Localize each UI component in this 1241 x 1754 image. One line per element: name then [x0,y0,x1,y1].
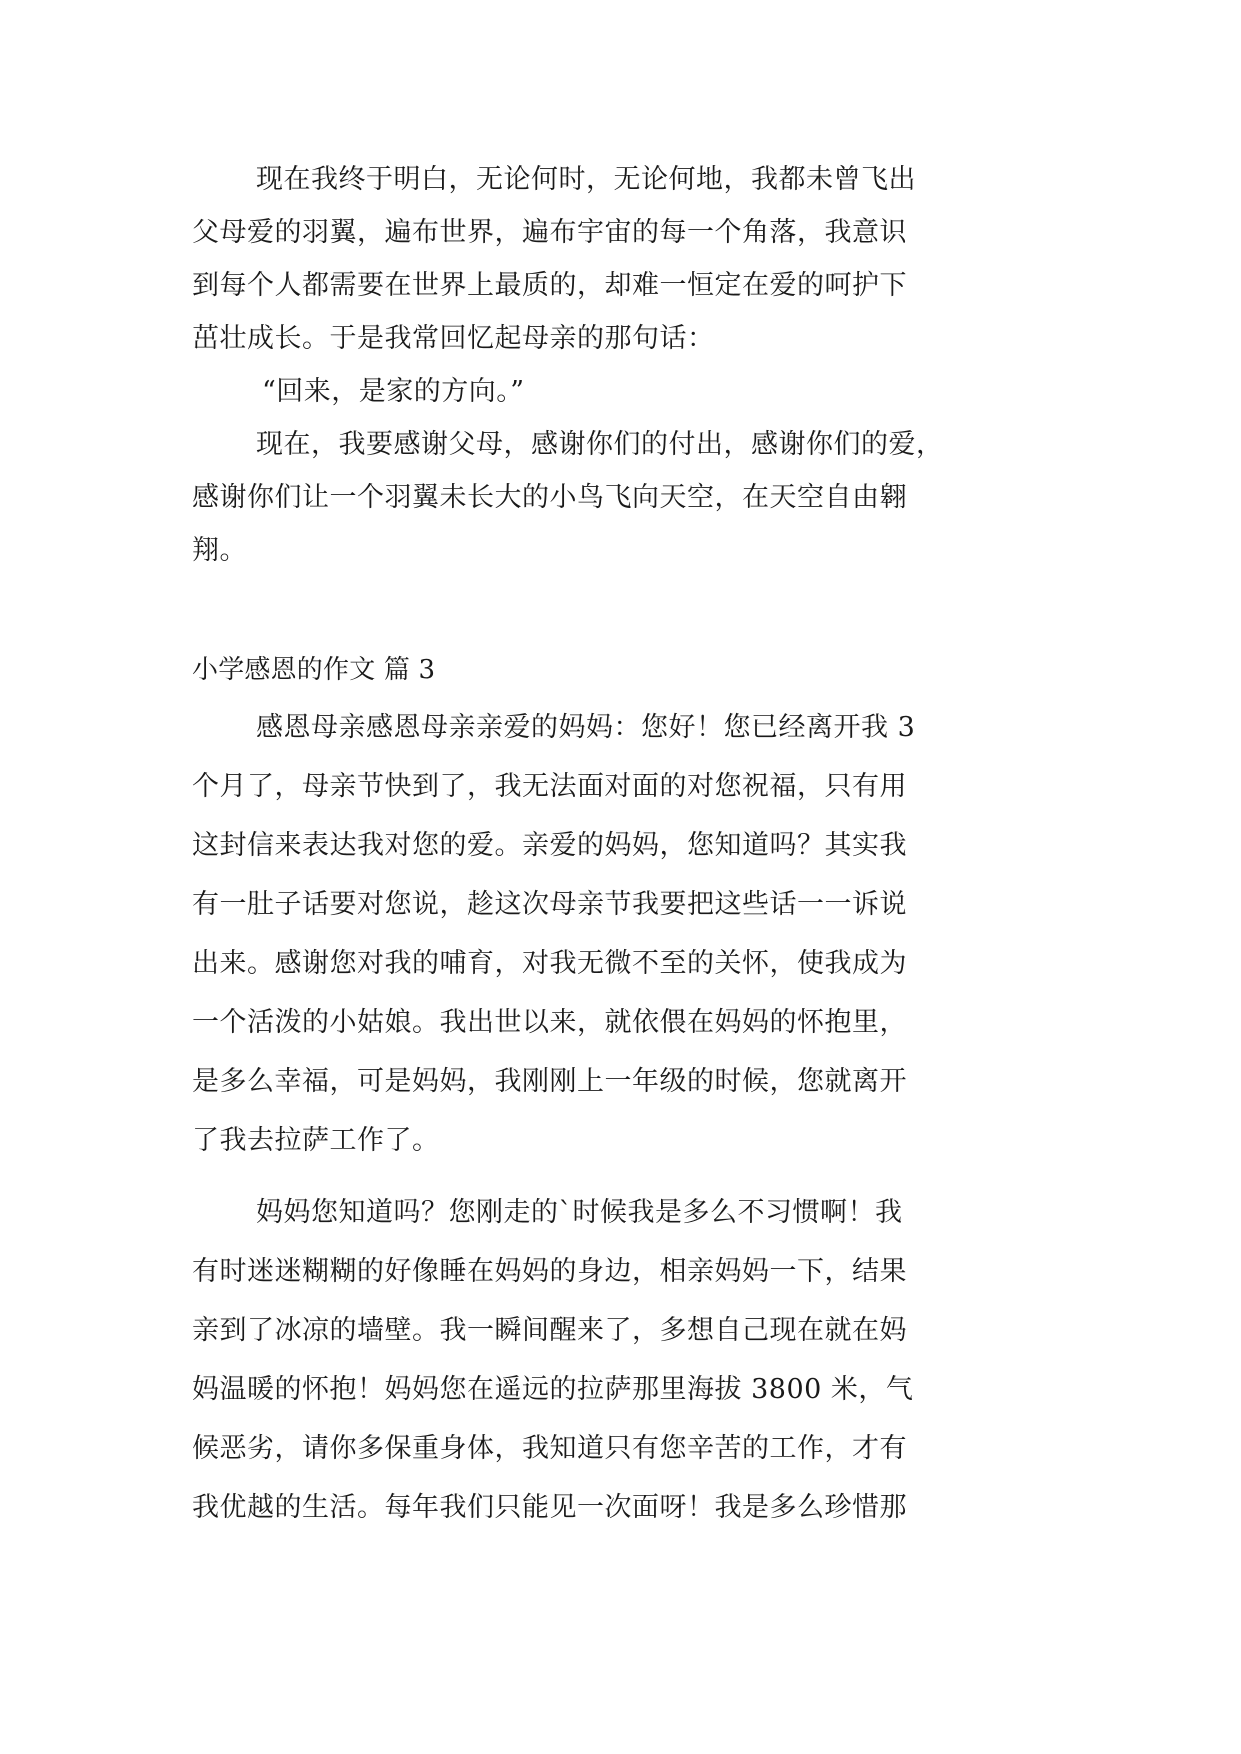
paragraph-line: 亲到了冰凉的墙壁。我一瞬间醒来了，多想自己现在就在妈 [192,1315,907,1346]
paragraph-line: 有时迷迷糊糊的好像睡在妈妈的身边，相亲妈妈一下，结果 [192,1256,907,1287]
quote-line: “回来，是家的方向。” [262,376,525,407]
section-title: 小学感恩的作文 篇 3 [192,655,436,685]
paragraph-line: 一个活泼的小姑娘。我出世以来，就依偎在妈妈的怀抱里， [192,1007,907,1038]
paragraph-line: 我优越的生活。每年我们只能见一次面呀！我是多么珍惜那 [192,1492,907,1523]
paragraph-line: 妈妈您知道吗？您刚走的`时候我是多么不习惯啊！我 [256,1197,903,1228]
paragraph-line: 个月了，母亲节快到了，我无法面对面的对您祝福，只有用 [192,771,907,802]
paragraph-line: 到每个人都需要在世界上最质的，却难一恒定在爱的呵护下 [192,270,907,301]
paragraph-line: 现在，我要感谢父母，感谢你们的付出，感谢你们的爱， [256,429,944,460]
paragraph-line: 感恩母亲感恩母亲亲爱的妈妈：您好！您已经离开我 3 [256,712,916,743]
paragraph-line: 有一肚子话要对您说，趁这次母亲节我要把这些话一一诉说 [192,889,907,920]
paragraph-line: 感谢你们让一个羽翼未长大的小鸟飞向天空，在天空自由翱 [192,482,907,513]
paragraph-line: 父母爱的羽翼，遍布世界，遍布宇宙的每一个角落，我意识 [192,217,907,248]
paragraph-line: 现在我终于明白，无论何时，无论何地，我都未曾飞出 [256,164,916,195]
paragraph-line: 妈温暖的怀抱！妈妈您在遥远的拉萨那里海拔 3800 米，气 [192,1374,914,1405]
paragraph-line: 候恶劣，请你多保重身体，我知道只有您辛苦的工作，才有 [192,1433,907,1464]
paragraph-line: 翔。 [192,535,247,566]
paragraph-line: 了我去拉萨工作了。 [192,1125,440,1156]
paragraph-line: 是多么幸福，可是妈妈，我刚刚上一年级的时候，您就离开 [192,1066,907,1097]
paragraph-line: 这封信来表达我对您的爱。亲爱的妈妈，您知道吗？其实我 [192,830,907,861]
paragraph-line: 出来。感谢您对我的哺育，对我无微不至的关怀，使我成为 [192,948,907,979]
paragraph-line: 茁壮成长。于是我常回忆起母亲的那句话： [192,323,715,354]
